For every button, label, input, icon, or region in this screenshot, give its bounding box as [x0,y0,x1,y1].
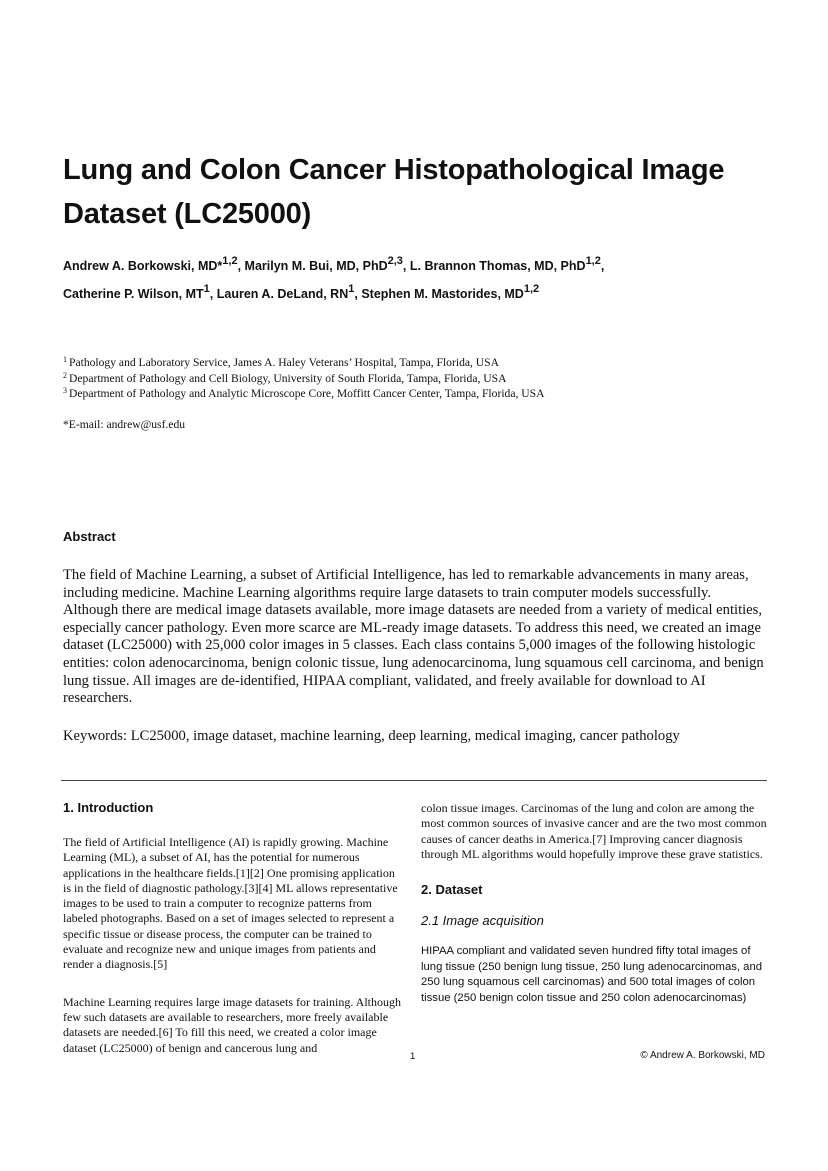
introduction-paragraph: The field of Artificial Intelligence (AI) is rapidly growing. Machine Learning (ML), a subset of AI, has the potential for numerous applications in the healthcare fields.[1][2] One promising application is in the field of diagnostic pathology.[3][4] ML allows representative images to be used to train a computer to recognize patterns from labeled photographs. Based on a set of images selected to represent a specific tissue or disease process, the computer can be trained to evaluate and recognize new and unique images from patients and render a diagnosis.[5] [63,835,398,972]
author: Lauren A. DeLand, $RN^1$, [216,283,362,301]
image-acquisition-subheading: 2.1 Image acquisition [421,913,544,929]
contact-email: *E-mail: andrew@usf.edu [63,418,186,431]
right-column [421,801,767,1007]
dataset-paragraph: HIPAA compliant and validated seven hundred fifty total images of lung tissue (250 benign lung tissue, 250 lung adenocarcinomas, and 250 lung squamous cell carcinomas) and 500 total images of colon tissue (250 benign colon tissue and 250 colon adenocarcinomas) [421,945,763,1004]
left-column [63,800,401,1056]
page-number: 1 [410,1051,416,1062]
affiliation-list [63,355,763,402]
author: L. Brannon Thomas, MD, PhD$^{1,2}$, [409,255,605,273]
copyright-notice: © Andrew A. Borkowski, MD [640,1050,765,1061]
paper-title: Lung and Colon Cancer Histopathological Image Dataset (LC25000) [63,154,725,230]
affiliation: $^2$ Department of Pathology and Cell Biology, University of South Florida, Tampa, Florida, USA [63,370,507,385]
section-divider [61,780,767,781]
author-list [63,252,783,308]
keywords: Keywords: LC25000, image dataset, machine learning, deep learning, medical imaging, cancer pathology [63,728,680,744]
introduction-heading: 1. Introduction [63,800,154,815]
author: Marilyn M. Bui, MD, PhD$^{2,3}$, [244,255,410,273]
author: Catherine P. Wilson, $MT^1$, [63,283,217,301]
dataset-heading: 2. Dataset [421,882,483,898]
abstract-heading: Abstract [63,529,116,544]
introduction-paragraph: colon tissue images. Carcinomas of the lung and colon are among the most common sources of invasive cancer and are the two most common causes of cancer deaths in America.[7] Improving cancer diagnosis through ML algorithms would hopefully improve these grave statistics. [421,801,767,861]
affiliation: $^1$ Pathology and Laboratory Service, James A. Haley Veterans’ Hospital, Tampa, Florida, USA [63,355,499,369]
author: Stephen M. Mastorides, MD$^{1,2}$ [361,283,540,301]
author: Andrew A. Borkowski, MD*$^{1,2}$, [63,255,245,273]
affiliation: $^3$ Department of Pathology and Analytic Microscope Core, Moffitt Cancer Center, Tampa, Florida, USA [63,386,545,400]
abstract-text: The field of Machine Learning, a subset of Artificial Intelligence, has led to remarkable advancements in many areas, including medicine. Machine Learning algorithms require large datasets to train computer models successfully. Although there are medical image datasets available, more image datasets are needed from a variety of medical entities, especially cancer pathology. Even more scarce are ML-ready image datasets. To address this need, we created an image dataset (LC25000) with 25,000 color images in 5 classes. Each class contains 5,000 images of the following histologic entities: colon adenocarcinoma, benign colonic tissue, lung adenocarcinoma, lung squamous cell carcinoma, and benign lung tissue. All images are de-identified, HIPAA compliant, validated, and freely available for download to AI researchers. [63,567,764,707]
introduction-paragraph: Machine Learning requires large image datasets for training. Although few such datasets are available to researchers, more freely available datasets are needed.[6] To fill this need, we created a color image dataset (LC25000) of benign and cancerous lung and [63,994,402,1055]
